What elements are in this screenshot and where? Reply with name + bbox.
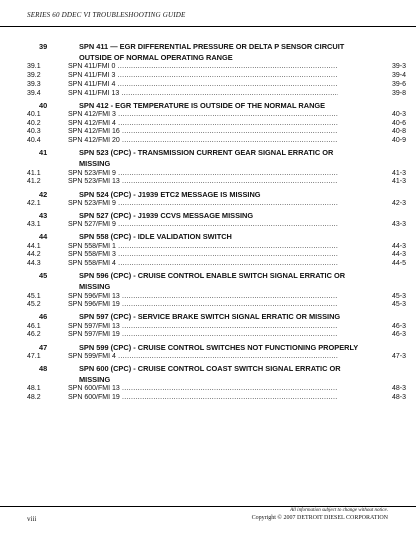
entry-num: 41.2 — [27, 178, 41, 186]
entry-label: SPN 596/FMI 13 ..... — [68, 293, 338, 302]
table-of-contents — [0, 41, 416, 404]
entry-label: SPN 596/FMI 19 ..... — [68, 301, 338, 310]
toc-entry[interactable] — [0, 353, 416, 362]
section-title: SPN 527 (CPC) - J1939 CCVS MESSAGE MISSING — [79, 210, 254, 220]
footer-notice: All information subject to change without notice. — [290, 508, 388, 513]
entry-label: SPN 600/FMI 19 ..... — [68, 394, 338, 403]
section-heading[interactable] — [0, 311, 416, 322]
entry-num: 45.2 — [27, 301, 41, 309]
entry-page: 43-3 — [391, 221, 406, 229]
entry-num: 44.1 — [27, 242, 41, 250]
section-number: 47 — [39, 342, 48, 352]
toc-section — [0, 210, 416, 230]
entry-label: SPN 411/FMI 0 ..... — [68, 63, 338, 72]
toc-section — [0, 270, 416, 310]
entry-num: 40.4 — [27, 137, 41, 145]
toc-section — [0, 189, 416, 209]
entry-page: 41-3 — [391, 178, 406, 186]
entry-page: 40-9 — [391, 137, 406, 145]
toc-entry[interactable] — [0, 243, 416, 252]
toc-section — [0, 100, 416, 146]
section-title: SPN 597 (CPC) - SERVICE BRAKE SWITCH SIGNAL ERRATIC OR MISSING — [79, 312, 341, 322]
toc-entry[interactable] — [0, 323, 416, 332]
toc-entry[interactable] — [0, 128, 416, 137]
toc-entry[interactable] — [0, 178, 416, 187]
toc-entry[interactable] — [0, 137, 416, 146]
entry-label: SPN 597/FMI 13 ..... — [68, 323, 338, 332]
toc-entry[interactable] — [0, 301, 416, 310]
section-title: SPN 523 (CPC) - TRANSMISSION CURRENT GEAR SIGNAL ERRATIC OR MISSING — [79, 148, 334, 169]
toc-section — [0, 363, 416, 403]
toc-entry[interactable] — [0, 394, 416, 403]
entry-num: 44.2 — [27, 251, 41, 259]
entry-num: 39.3 — [27, 80, 41, 88]
entry-num: 39.4 — [27, 89, 41, 97]
section-number: 46 — [39, 312, 48, 322]
entry-page: 39-8 — [391, 89, 406, 97]
section-number: 45 — [39, 271, 48, 281]
entry-label: SPN 523/FMI 13 ..... — [68, 178, 338, 187]
section-heading[interactable] — [0, 100, 416, 111]
section-heading[interactable] — [0, 363, 416, 385]
entry-page: 45-3 — [391, 292, 406, 300]
toc-entry[interactable] — [0, 221, 416, 230]
entry-page: 47-3 — [391, 352, 406, 360]
entry-page: 44-5 — [391, 259, 406, 267]
toc-entry[interactable] — [0, 200, 416, 209]
entry-page: 46-3 — [391, 322, 406, 330]
toc-section — [0, 147, 416, 187]
entry-page: 48-3 — [391, 394, 406, 402]
footer-copyright: Copyright © 2007 DETROIT DIESEL CORPORATION — [251, 515, 388, 521]
section-heading[interactable] — [0, 41, 416, 63]
section-heading[interactable] — [0, 231, 416, 242]
entry-label: SPN 558/FMI 1 ..... — [68, 243, 338, 252]
entry-num: 45.1 — [27, 292, 41, 300]
entry-label: SPN 599/FMI 4 ..... — [68, 353, 338, 362]
toc-entry[interactable] — [0, 63, 416, 72]
entry-label: SPN 411/FMI 3 ..... — [68, 72, 338, 81]
toc-entry[interactable] — [0, 251, 416, 260]
toc-entry[interactable] — [0, 81, 416, 90]
section-title: SPN 411 — EGR DIFFERENTIAL PRESSURE OR DELTA P SENSOR CIRCUIT OUTSIDE OF NORMAL OPERATING RANGE — [79, 42, 345, 63]
section-number: 41 — [39, 148, 48, 158]
entry-label: SPN 597/FMI 19 ..... — [68, 331, 338, 340]
entry-page: 40-6 — [391, 119, 406, 127]
toc-section — [0, 342, 416, 362]
entry-num: 48.2 — [27, 394, 41, 402]
toc-entry[interactable] — [0, 385, 416, 394]
toc-entry[interactable] — [0, 260, 416, 269]
entry-label: SPN 600/FMI 13 ..... — [68, 385, 338, 394]
toc-entry[interactable] — [0, 293, 416, 302]
section-heading[interactable] — [0, 270, 416, 292]
entry-page: 41-3 — [391, 169, 406, 177]
entry-num: 46.2 — [27, 331, 41, 339]
page-number: viii — [27, 515, 37, 523]
entry-label: SPN 523/FMI 9 ..... — [68, 170, 338, 179]
entry-page: 39-3 — [391, 63, 406, 71]
section-heading[interactable] — [0, 189, 416, 200]
entry-page: 39-4 — [391, 72, 406, 80]
section-heading[interactable] — [0, 342, 416, 353]
header-title: SERIES 60 DDEC VI TROUBLESHOOTING GUIDE — [27, 11, 186, 19]
entry-num: 41.1 — [27, 169, 41, 177]
entry-label: SPN 558/FMI 3 ..... — [68, 251, 338, 260]
entry-label: SPN 412/FMI 20 ..... — [68, 137, 338, 146]
toc-entry[interactable] — [0, 331, 416, 340]
toc-entry[interactable] — [0, 90, 416, 99]
section-number: 43 — [39, 210, 48, 220]
entry-page: 44-3 — [391, 251, 406, 259]
section-title: SPN 599 (CPC) - CRUISE CONTROL SWITCHES NOT FUNCTIONING PROPERLY — [79, 342, 359, 352]
footer-info — [252, 508, 388, 522]
entry-page: 42-3 — [391, 199, 406, 207]
section-number: 48 — [39, 364, 48, 373]
section-heading[interactable] — [0, 210, 416, 221]
entry-num: 43.1 — [27, 221, 41, 229]
section-number: 40 — [39, 100, 48, 110]
section-title: SPN 524 (CPC) - J1939 ETC2 MESSAGE IS MISSING — [79, 189, 261, 199]
section-number: 39 — [39, 42, 48, 51]
entry-num: 44.3 — [27, 259, 41, 267]
entry-label: SPN 558/FMI 4 ..... — [68, 260, 338, 269]
entry-page: 40-8 — [391, 128, 406, 136]
toc-section — [0, 231, 416, 268]
entry-page: 45-3 — [391, 301, 406, 309]
entry-label: SPN 412/FMI 4 ..... — [68, 120, 338, 129]
entry-num: 40.2 — [27, 119, 41, 127]
entry-page: 39-6 — [391, 80, 406, 88]
toc-entry[interactable] — [0, 111, 416, 120]
entry-page: 48-3 — [391, 385, 406, 393]
toc-section — [0, 41, 416, 98]
entry-page: 40-3 — [391, 110, 406, 118]
section-title: SPN 558 (CPC) - IDLE VALIDATION SWITCH — [79, 232, 232, 242]
entry-label: SPN 527/FMI 9 ..... — [68, 221, 338, 230]
entry-num: 47.1 — [27, 352, 41, 360]
entry-num: 40.3 — [27, 128, 41, 136]
toc-section — [0, 311, 416, 340]
toc-entry[interactable] — [0, 170, 416, 179]
section-title: SPN 412 - EGR TEMPERATURE IS OUTSIDE OF THE NORMAL RANGE — [79, 100, 326, 110]
entry-label: SPN 411/FMI 13 ..... — [68, 90, 338, 99]
entry-page: 46-3 — [391, 331, 406, 339]
page-header — [0, 0, 416, 27]
entry-num: 42.1 — [27, 199, 41, 207]
entry-num: 39.2 — [27, 72, 41, 80]
entry-num: 39.1 — [27, 63, 41, 71]
section-heading[interactable] — [0, 147, 416, 169]
entry-num: 48.1 — [27, 385, 41, 393]
section-title: SPN 596 (CPC) - CRUISE CONTROL ENABLE SWITCH SIGNAL ERRATIC OR MISSING — [79, 271, 346, 292]
entry-num: 46.1 — [27, 322, 41, 330]
footer-divider — [0, 506, 416, 507]
toc-entry[interactable] — [0, 72, 416, 81]
entry-label: SPN 412/FMI 16 ..... — [68, 128, 338, 137]
section-title: SPN 600 (CPC) - CRUISE CONTROL COAST SWITCH SIGNAL ERRATIC OR MISSING — [79, 364, 341, 385]
entry-page: 44-3 — [391, 242, 406, 250]
entry-label: SPN 523/FMI 9 ..... — [68, 200, 338, 209]
entry-num: 40.1 — [27, 110, 41, 118]
section-number: 42 — [39, 189, 48, 199]
section-number: 44 — [39, 232, 48, 242]
entry-label: SPN 412/FMI 3 ..... — [68, 111, 338, 120]
toc-entry[interactable] — [0, 120, 416, 129]
entry-label: SPN 411/FMI 4 ..... — [68, 81, 338, 90]
